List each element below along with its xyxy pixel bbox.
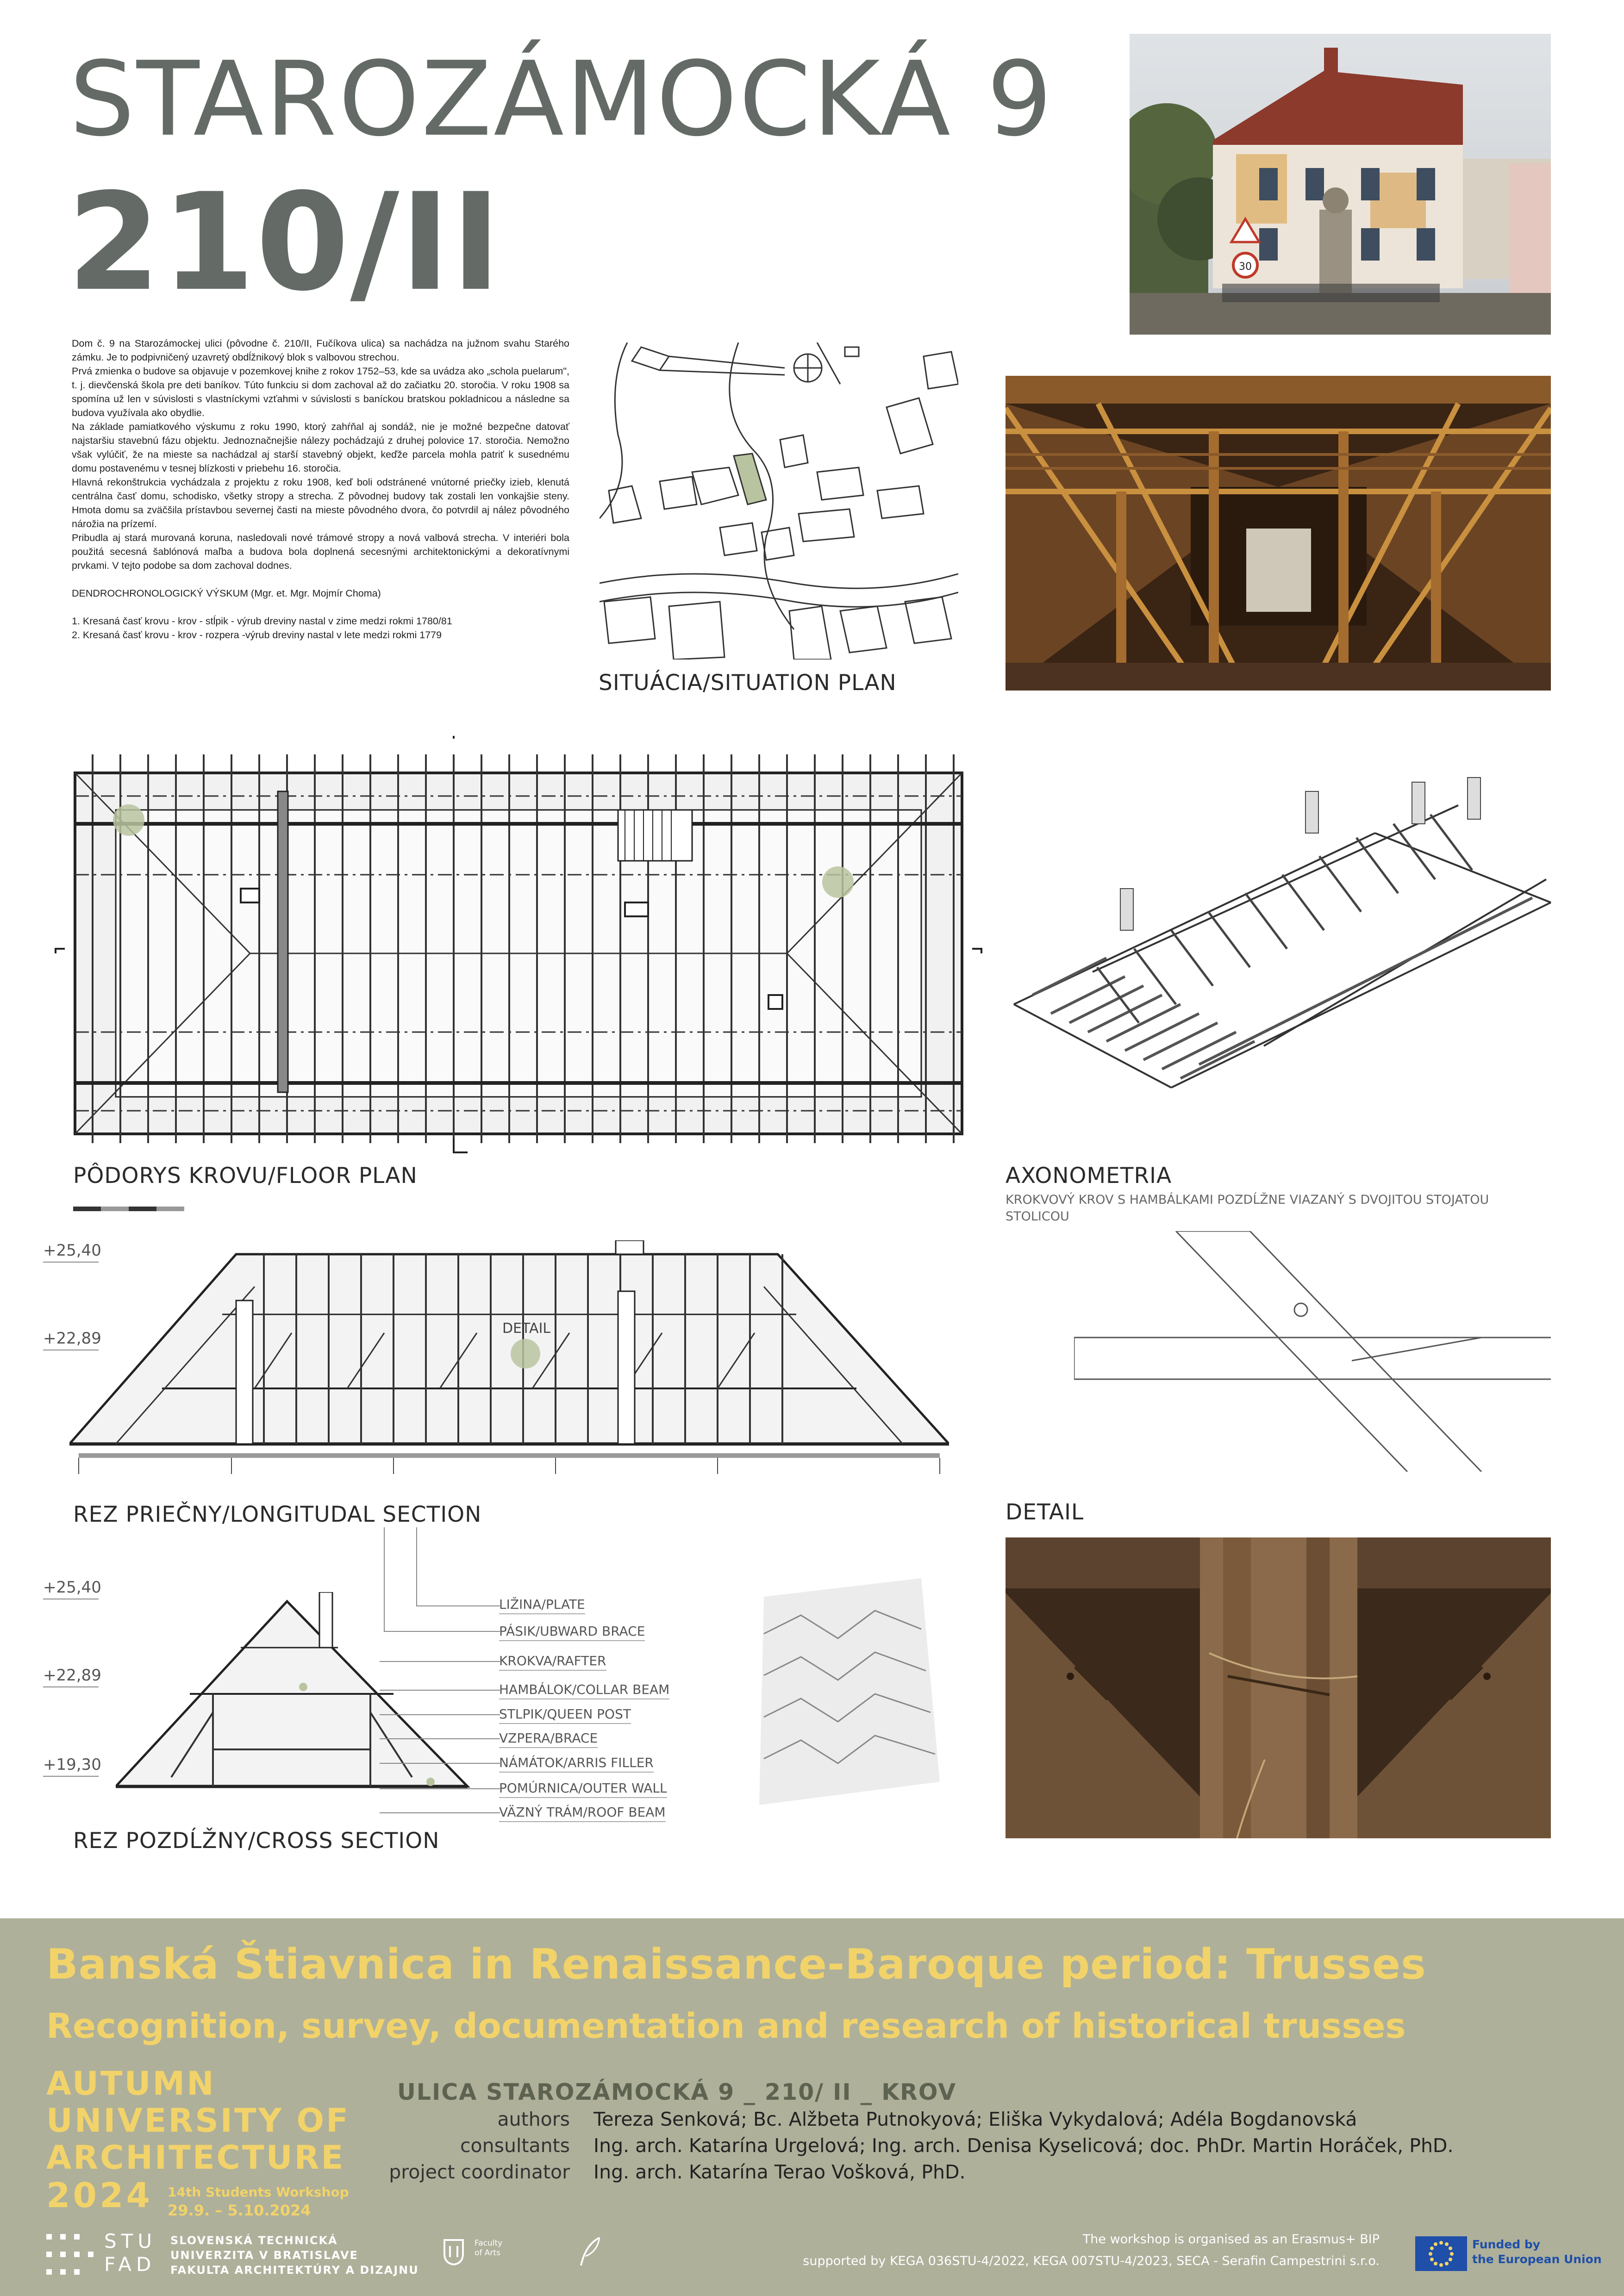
cross-section-caption: REZ POZDĹŽNY/CROSS SECTION — [73, 1828, 440, 1854]
stu-logo-text: STU — [104, 2230, 157, 2252]
workshop-dates: 29.9. – 5.10.2024 — [168, 2202, 311, 2219]
faculty-of-arts-label: Faculty — [475, 2239, 503, 2248]
coordinator-value: Ing. arch. Katarína Terao Vošková, PhD. — [593, 2161, 966, 2183]
workshop-year: 2024 — [46, 2176, 153, 2215]
floor-plan-caption: PÔDORYS KROVU/FLOOR PLAN — [73, 1163, 418, 1188]
wood-texture-sketch — [745, 1578, 940, 1805]
level-top: +25,40 — [43, 1578, 99, 1599]
authors-value: Tereza Senková; Bc. Alžbeta Putnokyová; Eliška Vykydalová; Adéla Bogdanovská — [593, 2108, 1357, 2130]
detail-marker-label: DETAIL — [502, 1320, 551, 1337]
consultants-value: Ing. arch. Katarína Urgelová; Ing. arch. Denisa Kyselicová; doc. PhDr. Martin Horáček, PhD. — [593, 2134, 1454, 2157]
legend-item: NÁMÁTOK/ARRIS FILLER — [499, 1755, 654, 1773]
eu-flag-icon — [1415, 2236, 1467, 2271]
level-mid: +22,89 — [43, 1329, 99, 1350]
detail-caption: DETAIL — [1006, 1500, 1084, 1525]
dendro-item: 2. Kresaná časť krovu - krov - rozpera -výrub dreviny nastal v lete medzi rokmi 1779 — [72, 629, 442, 641]
autumn-university-line: UNIVERSITY OF — [46, 2102, 350, 2140]
project-title: ULICA STAROZÁMOCKÁ 9 _ 210/ II _ KROV — [397, 2079, 957, 2105]
legend-item: PÁSIK/UBWARD BRACE — [499, 1624, 645, 1641]
autumn-university-line: ARCHITECTURE — [46, 2139, 345, 2177]
autumn-university-line: AUTUMN — [46, 2065, 216, 2103]
legend-item: KROKVA/RAFTER — [499, 1653, 606, 1671]
intro-paragraph: Hlavná rekonštrukcia vychádzala z projektu z roku 1908, keď boli odstránené vnútorné priečky izieb, klenutá centrálna časť domu, schodisko, všetky stropy a strecha. Z pôvodnej budovy tak zostali len vonkajšie steny. Hmota domu sa zväčšila prístavbou severnej časti na mieste pôvodného dvora, čo potvrdil aj nález pôvodného nárožia na prízemí. — [72, 477, 569, 529]
attic-interior-photo — [1006, 376, 1551, 691]
dendro-item: 1. Kresaná časť krovu - krov - stĺpik - výrub dreviny nastal v zime medzi rokmi 1780/81 — [72, 616, 452, 627]
feather-logo-icon — [576, 2235, 604, 2268]
page-title-street: STAROZÁMOCKÁ 9 — [69, 40, 1054, 159]
axonometry-drawing — [1005, 764, 1555, 1097]
longitudinal-section-caption: REZ PRIEČNY/LONGITUDAL SECTION — [73, 1502, 482, 1527]
legend-item: HAMBÁLOK/COLLAR BEAM — [499, 1682, 669, 1699]
legend-item: LIŽINA/PLATE — [499, 1597, 585, 1614]
situation-plan-caption: SITUÁCIA/SITUATION PLAN — [599, 670, 897, 696]
footer-subtitle: Recognition, survey, documentation and research of historical trusses — [46, 2006, 1406, 2046]
legend-item: VÄZNÝ TRÁM/ROOF BEAM — [499, 1804, 666, 1822]
level-low: +19,30 — [43, 1755, 99, 1777]
consultants-label: consultants — [460, 2134, 570, 2157]
detail-sketch-drawing — [1074, 1231, 1551, 1472]
legend-item: STLPIK/QUEEN POST — [499, 1706, 631, 1724]
page-title-number: 210/II — [67, 165, 502, 321]
house-facade-photo — [1130, 34, 1551, 335]
svg-text:30: 30 — [1239, 261, 1252, 273]
eu-funded-label: Funded by — [1472, 2238, 1541, 2251]
legend-leaders — [380, 1527, 500, 1814]
university-name-line: UNIVERZITA V BRATISLAVE — [170, 2249, 358, 2262]
axonometry-subtitle: KROKVOVÝ KROV S HAMBÁLKAMI POZDĹŽNE VIAZANÝ S DVOJITOU STOJATOU STOLICOU — [1006, 1193, 1489, 1224]
situation-plan-drawing — [600, 342, 958, 660]
joint-detail-photo — [1006, 1537, 1551, 1838]
faculty-of-arts-label: of Arts — [475, 2248, 500, 2258]
erasmus-note: The workshop is organised as an Erasmus+ BIP — [1082, 2232, 1380, 2246]
level-top: +25,40 — [43, 1241, 99, 1263]
axonometry-caption: AXONOMETRIA — [1006, 1163, 1172, 1188]
intro-paragraph: Dom č. 9 na Starozámockej ulici (pôvodne č. 210/II, Fučíkova ulica) sa nachádza na južnom svahu Starého zámku. Je to podpivničený uzavretý obdĺžnikový blok s valbovou strechou. — [72, 338, 569, 363]
intro-paragraph: Pribudla aj stará murovaná koruna, nasledovali nové trámové stropy a nová valbová strecha. V interiéri bola použitá secesná šablónová maľba a budova bola doplnená secesnými architektonickými a dekoratívnymi prvkami. V tejto podobe sa dom zachoval dodnes. — [72, 532, 569, 571]
scale-bar — [73, 1207, 184, 1211]
faculty-of-arts-emblem-icon — [440, 2238, 468, 2265]
university-name-line: FAKULTA ARCHITEKTÚRY A DIZAJNU — [170, 2264, 419, 2277]
roof-floor-plan-drawing — [51, 736, 986, 1162]
support-note: supported by KEGA 036STU-4/2022, KEGA 007STU-4/2023, SECA - Serafin Campestrini s.r.o. — [803, 2254, 1380, 2268]
workshop-name: 14th Students Workshop — [168, 2184, 349, 2200]
legend-item: POMÚRNICA/OUTER WALL — [499, 1780, 667, 1798]
stu-logo-dots — [46, 2234, 97, 2276]
level-mid: +22,89 — [43, 1666, 99, 1687]
university-name-line: SLOVENSKÁ TECHNICKÁ — [170, 2234, 338, 2247]
intro-text — [72, 336, 569, 642]
coordinator-label: project coordinator — [389, 2161, 570, 2183]
intro-paragraph: Na základe pamiatkového výskumu z roku 1990, ktorý zahŕňal aj sondáž, nie je možné bezpečne datovať najstaršiu stavebnú fázu objektu. Jednoznačnejšie nálezy pochádzajú z druhej polovice 17. storočia. Nemožno však vylúčiť, že na mieste sa nachádzal aj starší stavebný objekt, keďže parcela mohla patriť k susednému domu postavenému v tesnej blízkosti v priebehu 16. storočia. — [72, 421, 569, 474]
intro-paragraph: Prvá zmienka o budove sa objavuje v pozemkovej knihe z rokov 1752–53, kde sa uvádza ako „schola puelarum", t. j. dievčenská škola pre deti baníkov. Túto funkciu si dom zachoval až do začiatku 20. storočia. V roku 1908 sa spomína už len v súvislosti s vlastníckymi vzťahmi v súvislosti s baníckou bratskou pokladnicou a následne sa budova využívala ako obydlie. — [72, 366, 569, 418]
fad-logo-text: FAD — [104, 2253, 156, 2276]
eu-funded-label: the European Union — [1472, 2252, 1602, 2266]
authors-label: authors — [497, 2108, 570, 2130]
longitudinal-section-drawing — [69, 1240, 949, 1481]
footer-title: Banská Štiavnica in Renaissance-Baroque period: Trusses — [46, 1940, 1426, 1989]
dendro-heading: DENDROCHRONOLOGICKÝ VÝSKUM (Mgr. et. Mgr. Mojmír Choma) — [72, 588, 381, 599]
legend-item: VZPERA/BRACE — [499, 1730, 598, 1748]
